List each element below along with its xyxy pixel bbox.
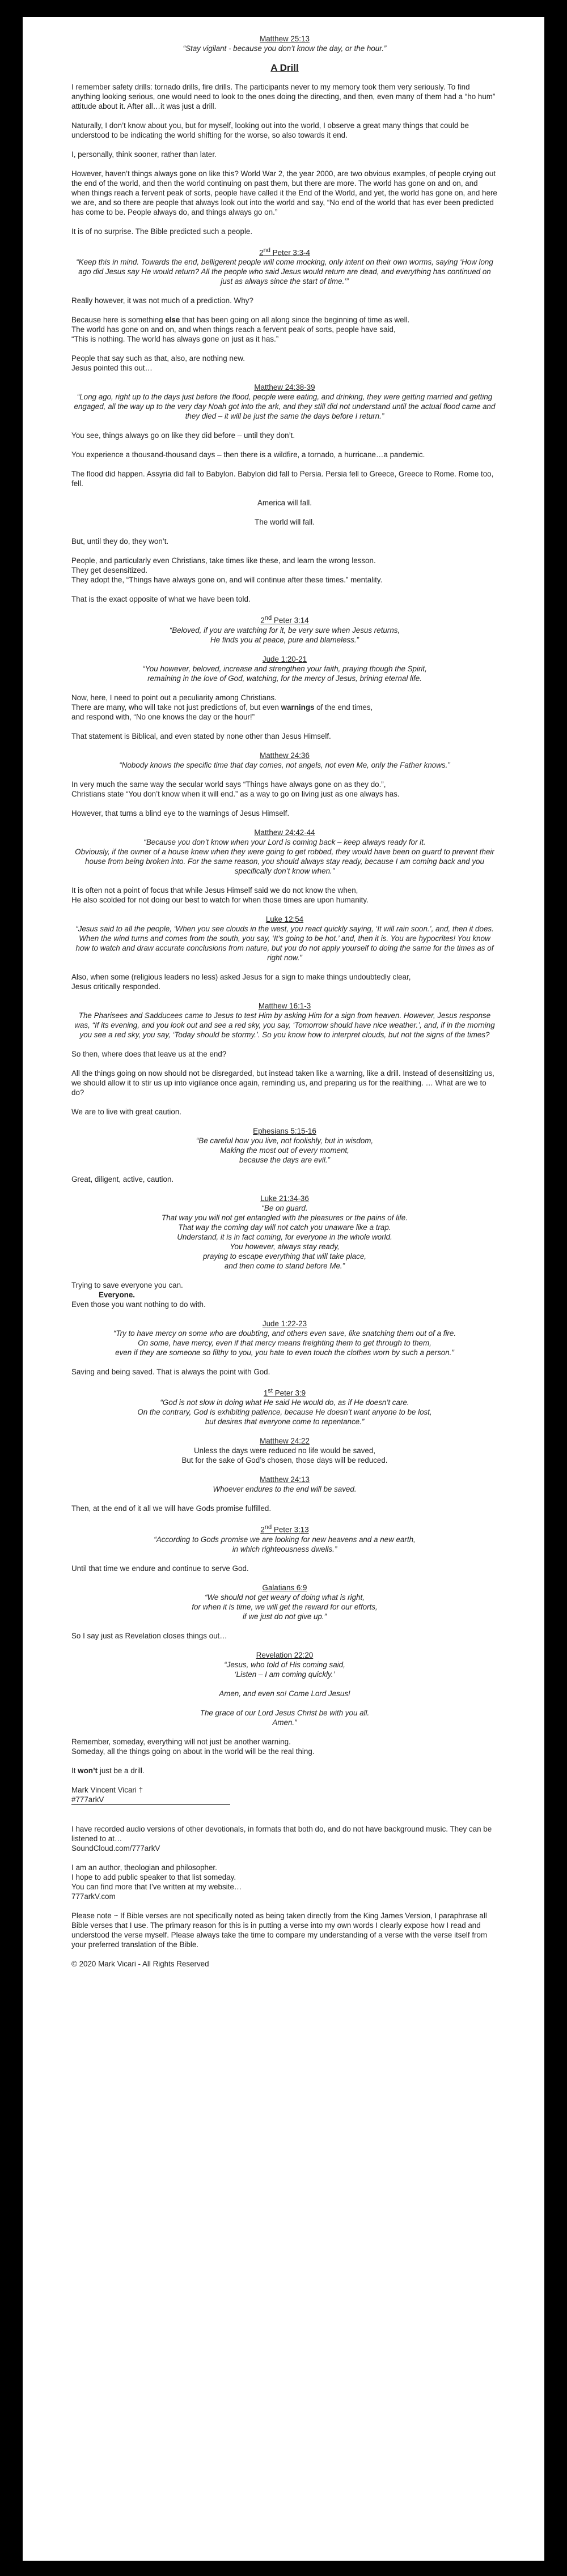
spacer bbox=[71, 799, 498, 808]
paragraph: I hope to add public speaker to that list someday. bbox=[71, 1872, 236, 1881]
spacer bbox=[71, 236, 498, 246]
spacer bbox=[71, 1059, 498, 1068]
reference-text: Luke 12:54 bbox=[265, 914, 304, 923]
spacer bbox=[71, 546, 498, 556]
scripture-reference bbox=[71, 614, 498, 625]
paragraph: 777arkV.com bbox=[71, 1892, 116, 1901]
spacer bbox=[71, 1621, 498, 1631]
paragraph: Jesus critically responded. bbox=[71, 982, 161, 991]
paragraph: © 2020 Mark Vicari - All Rights Reserved bbox=[71, 1959, 209, 1968]
scripture-quote: “Be on guard. bbox=[261, 1203, 308, 1212]
paragraph: So then, where does that leave us at the end? bbox=[71, 1049, 227, 1058]
text-run: just be a drill. bbox=[98, 1766, 145, 1775]
reference-text: Jude 1:20-21 bbox=[262, 654, 307, 663]
ordinal-suffix: nd bbox=[264, 615, 272, 622]
scripture-quote: in which righteousness dwells.” bbox=[232, 1544, 337, 1553]
paragraph: You experience a thousand-thousand days – then there is a wildfire, a tornado, a hurricane…a pandemic. bbox=[71, 450, 425, 459]
spacer bbox=[71, 683, 498, 693]
spacer bbox=[71, 1465, 498, 1475]
scripture-reference bbox=[71, 1126, 498, 1136]
spacer bbox=[71, 1698, 498, 1708]
paragraph: Someday, all the things going on about in the world will be the real thing. bbox=[71, 1747, 315, 1756]
spacer bbox=[71, 53, 498, 63]
scripture-quote: “Long ago, right up to the days just before the flood, people were eating, and drinking, they were getting married and getting engaged, all the way up to the very day Noah got into the ark, and they still did not understand until the actual flood came and they died – it will be just the same the days before I return.” bbox=[74, 393, 496, 421]
paragraph: That is the exact opposite of what we have been told. bbox=[71, 595, 251, 604]
scripture-reference bbox=[71, 34, 498, 44]
scripture-reference bbox=[71, 1523, 498, 1534]
spacer bbox=[71, 963, 498, 972]
spacer bbox=[71, 1040, 498, 1049]
scripture-quote: He finds you at peace, pure and blameless.” bbox=[210, 635, 359, 644]
centered-line: Unless the days were reduced no life would be saved, bbox=[193, 1446, 376, 1455]
scripture-quote: Understand, it is in fact coming, for everyone in the whole world. bbox=[177, 1232, 392, 1241]
paragraph: However, haven’t things always gone on like this? World War 2, the year 2000, are two obvious examples, of people crying out the end of the world, and then the world continuing on past them, but there are more. The world has gone on and on, and when things reach a fervent peak of sorts, people have called it the End of the World, and yet, the world has gone on, and here we are, and so there are people that always look out into the world and say, “No end of the world that has ever been predicted has come to be. People always do, and things always go on.” bbox=[71, 169, 497, 216]
spacer bbox=[71, 305, 498, 315]
reference-text: Matthew 24:36 bbox=[260, 751, 310, 760]
spacer bbox=[71, 1309, 498, 1319]
ordinal-suffix: nd bbox=[263, 247, 270, 254]
scripture-quote: “According to Gods promise we are looking for new heavens and a new earth, bbox=[154, 1535, 416, 1544]
paragraph: All the things going on now should not be disregarded, but instead taken like a warning, like a drill. Instead of desensitizing us, we should allow it to stir us up into vigilance once again, reminding us, and preparing us for the realthing. … What are we to do? bbox=[71, 1068, 494, 1097]
paragraph: That statement is Biblical, and even stated by none other than Jesus Himself. bbox=[71, 731, 331, 740]
scripture-quote: “Stay vigilant - because you don’t know the day, or the hour.” bbox=[183, 44, 387, 53]
paragraph: Even those you want nothing to do with. bbox=[71, 1300, 206, 1309]
scripture-reference bbox=[71, 1319, 498, 1329]
spacer bbox=[71, 508, 498, 517]
scripture-quote: ‘Listen – I am coming quickly.’ bbox=[234, 1670, 335, 1679]
centered-line: The world will fall. bbox=[255, 518, 315, 527]
paragraph: Mark Vincent Vicari † bbox=[71, 1785, 143, 1794]
spacer bbox=[71, 217, 498, 227]
spacer bbox=[71, 1641, 498, 1650]
reference-text: Matthew 25:13 bbox=[260, 35, 310, 43]
paragraph: “This is nothing. The world has always gone on just as it has.” bbox=[71, 335, 279, 344]
paragraph: Trying to save everyone you can. bbox=[71, 1280, 183, 1289]
spacer bbox=[71, 421, 498, 431]
spacer bbox=[71, 1679, 498, 1689]
paragraph: You can find more that I’ve written at my website… bbox=[71, 1882, 242, 1891]
spacer bbox=[71, 645, 498, 654]
paragraph: You see, things always go on like they did before – until they don’t. bbox=[71, 431, 295, 440]
scripture-quote: Amen, and even so! Come Lord Jesus! bbox=[219, 1689, 350, 1698]
paragraph: I am an author, theologian and philosopher. bbox=[71, 1863, 217, 1872]
reference-text: Ephesians 5:15-16 bbox=[253, 1126, 316, 1135]
scripture-quote: “Jesus said to all the people, ‘When you see clouds in the west, you react quickly saying, ‘It will rain soon.’, and, then it does. When the wind turns and comes from the south, you say, ‘It’s going to be hot.’ and, then it is. You are hypocrites! You know how to watch and draw accurate conclusions from nature, but you do not apply yourself to doing the same for the times as of right now.” bbox=[75, 924, 494, 962]
scripture-quote: Making the most out of every moment, bbox=[220, 1146, 349, 1155]
scripture-quote: praying to escape everything that will take place, bbox=[202, 1251, 367, 1261]
scripture-reference bbox=[71, 1583, 498, 1593]
scripture-reference bbox=[71, 751, 498, 760]
paragraph: It is of no surprise. The Bible predicted such a people. bbox=[71, 227, 253, 236]
scripture-quote: “God is not slow in doing what He said He would do, as if He doesn’t care. bbox=[160, 1398, 409, 1407]
scripture-quote: remaining in the love of God, watching, for the mercy of Jesus, brining eternal life. bbox=[147, 674, 422, 683]
scripture-quote: because the days are evil.” bbox=[239, 1155, 331, 1164]
scripture-quote: “Because you don’t know when your Lord is coming back – keep always ready for it. bbox=[143, 837, 426, 846]
reference-text: Jude 1:22-23 bbox=[262, 1319, 307, 1328]
spacer bbox=[71, 1573, 498, 1583]
text-run: It bbox=[71, 1766, 78, 1775]
paragraph: People that say such as that, also, are nothing new. bbox=[71, 354, 245, 363]
paragraph: Really however, it was not much of a prediction. Why? bbox=[71, 296, 253, 305]
spacer bbox=[71, 1554, 498, 1564]
spacer bbox=[71, 1513, 498, 1523]
scripture-quote: “Beloved, if you are watching for it, be very sure when Jesus returns, bbox=[169, 625, 400, 635]
spacer bbox=[71, 1357, 498, 1367]
paragraph: and respond with, “No one knows the day or the hour!” bbox=[71, 712, 255, 721]
reference-text: Peter 3:9 bbox=[273, 1389, 306, 1398]
scripture-quote: “Keep this in mind. Towards the end, belligerent people will come mocking, only intent on their own worms, saying ‘How long ago did Jesus say He would return? All the people who said Jesus would return are dead, and everything has continued on just as always since the start of time.’” bbox=[76, 258, 493, 286]
reference-text: Matthew 24:42-44 bbox=[254, 828, 315, 837]
paragraph: I, personally, think sooner, rather than later. bbox=[71, 150, 217, 159]
scripture-quote: That way you will not get entangled with the pleasures or the pains of life. bbox=[162, 1213, 408, 1222]
paragraph: They get desensitized. bbox=[71, 566, 147, 575]
spacer bbox=[71, 604, 498, 614]
paragraph: Naturally, I don’t know about you, but for myself, looking out into the world, I observe a great many things that could be understood to be indicating the world shifting for the worse, so also towards it end. bbox=[71, 121, 469, 139]
text-run: There are many, who will take not just predictions of, but even bbox=[71, 702, 281, 712]
scripture-quote: for when it is time, we will get the reward for our efforts, bbox=[192, 1602, 378, 1611]
document-body bbox=[71, 34, 498, 1969]
spacer bbox=[71, 1775, 498, 1785]
centered-line: America will fall. bbox=[257, 499, 312, 508]
spacer bbox=[71, 373, 498, 382]
spacer bbox=[71, 1494, 498, 1504]
scripture-quote: “Try to have mercy on some who are doubting, and others even save, like snatching them out of a fire. bbox=[113, 1329, 456, 1338]
book-number: 2 bbox=[260, 616, 265, 625]
scripture-quote: and then come to stand before Me.” bbox=[224, 1261, 345, 1270]
spacer bbox=[71, 159, 498, 169]
spacer bbox=[71, 1184, 498, 1194]
scripture-quote: On some, have mercy, even if that mercy means freighting them to get through to them, bbox=[138, 1338, 431, 1347]
reference-text: Matthew 24:22 bbox=[260, 1437, 310, 1446]
spacer bbox=[71, 741, 498, 751]
spacer bbox=[71, 722, 498, 731]
book-number: 2 bbox=[260, 1525, 265, 1534]
reference-text: Matthew 24:13 bbox=[260, 1475, 310, 1484]
paragraph: But, until they do, they won’t. bbox=[71, 537, 169, 546]
spacer bbox=[71, 527, 498, 537]
paragraph: So I say just as Revelation closes things out… bbox=[71, 1631, 227, 1640]
scripture-quote: “Nobody knows the specific time that day comes, not angels, not even Me, only the Father knows.” bbox=[119, 760, 450, 769]
scripture-quote: The Pharisees and Sadducees came to Jesus to test Him by asking Him for a sign from heaven. However, Jesus response was, “If its evening, and you look out and see a red sky, you say, ‘Tomorrow should have nice weather.’, and, if in the morning you see a red sky, you say, ‘Today should be stormy.’. So you know how to interpret clouds, but not the signs of the times? bbox=[74, 1011, 495, 1039]
spacer bbox=[71, 818, 498, 828]
book-number: 1 bbox=[263, 1389, 268, 1398]
paragraph: In very much the same way the secular world says “Things have always gone on as they do.”, bbox=[71, 780, 386, 789]
scripture-quote: You however, always stay ready, bbox=[230, 1242, 340, 1251]
paragraph bbox=[71, 315, 498, 325]
spacer bbox=[71, 111, 498, 121]
document-page bbox=[23, 17, 544, 2561]
paragraph bbox=[71, 1766, 498, 1775]
spacer bbox=[71, 770, 498, 780]
paragraph: He also scolded for not doing our best to watch for when those times are upon humanity. bbox=[71, 895, 369, 904]
spacer bbox=[71, 1165, 498, 1174]
paragraph: Great, diligent, active, caution. bbox=[71, 1174, 174, 1183]
emphasis-text: warnings bbox=[281, 702, 315, 712]
scripture-reference bbox=[71, 1386, 498, 1398]
scripture-quote: The grace of our Lord Jesus Christ be with you all. bbox=[200, 1708, 370, 1717]
paragraph: We are to live with great caution. bbox=[71, 1107, 182, 1116]
emphasis-text: won’t bbox=[78, 1766, 98, 1775]
reference-text: Peter 3:13 bbox=[272, 1525, 309, 1534]
spacer bbox=[71, 905, 498, 914]
scripture-reference bbox=[71, 914, 498, 924]
spacer bbox=[71, 459, 498, 469]
scripture-reference bbox=[71, 246, 498, 257]
spacer bbox=[71, 1853, 498, 1863]
reference-text: Matthew 24:38-39 bbox=[254, 383, 315, 392]
emphasis-text: else bbox=[165, 316, 180, 325]
scripture-quote: but desires that everyone come to repentance.” bbox=[205, 1417, 365, 1427]
spacer bbox=[71, 1271, 498, 1280]
paragraph: Now, here, I need to point out a peculiarity among Christians. bbox=[71, 693, 277, 702]
spacer bbox=[71, 1949, 498, 1959]
paragraph: Then, at the end of it all we will have Gods promise fulfilled. bbox=[71, 1504, 272, 1513]
scripture-quote: Obviously, if the owner of a house knew when they were going to get robbed, they would have been on guard to prevent their house from being broken into. For the same reason, you should always stay ready, because I am coming back and you specifically don’t know when.” bbox=[75, 847, 494, 875]
spacer bbox=[71, 488, 498, 498]
paragraph: #777arkV bbox=[71, 1795, 104, 1804]
scripture-quote: Amen.” bbox=[272, 1718, 297, 1727]
reference-text: Matthew 16:1-3 bbox=[258, 1001, 311, 1010]
ordinal-suffix: nd bbox=[264, 1524, 272, 1531]
spacer bbox=[71, 1117, 498, 1126]
reference-text: Revelation 22:20 bbox=[256, 1650, 314, 1659]
scripture-reference bbox=[71, 1650, 498, 1660]
reference-text: Peter 3:3-4 bbox=[270, 248, 310, 257]
spacer bbox=[71, 1815, 498, 1824]
paragraph: Remember, someday, everything will not just be another warning. bbox=[71, 1737, 291, 1746]
spacer bbox=[71, 73, 498, 82]
paragraph: I have recorded audio versions of other devotionals, in formats that both do, and do not have background music. They can be listened to at… bbox=[71, 1824, 492, 1843]
scripture-reference bbox=[71, 1436, 498, 1446]
spacer bbox=[71, 140, 498, 150]
paragraph: Christians state “You don’t know when it will end.” as a way to go on living just as one always has. bbox=[71, 789, 400, 798]
scripture-quote: On the contrary, God is exhibiting patience, because He doesn’t want anyone to be lost, bbox=[137, 1408, 432, 1417]
paragraph: SoundCloud.com/777arkV bbox=[71, 1843, 160, 1853]
ordinal-suffix: st bbox=[268, 1387, 273, 1394]
page-title: A Drill bbox=[270, 62, 299, 73]
scripture-reference bbox=[71, 1001, 498, 1011]
spacer bbox=[71, 1805, 498, 1815]
paragraph: Until that time we endure and continue to serve God. bbox=[71, 1564, 249, 1573]
scripture-quote: Whoever endures to the end will be saved. bbox=[213, 1485, 357, 1494]
paragraph: Please note ~ If Bible verses are not specifically noted as being taken directly from the King James Version, I paraphrase all Bible verses that I use. The primary reason for this is in putting a verse into my own words I clearly expose how I read and understood the verse myself. Please always take the time to compare my understanding of a verse with the verse itself from your preferred translation of the Bible. bbox=[71, 1911, 488, 1949]
scripture-quote: “Be careful how you live, not foolishly, but in wisdom, bbox=[196, 1136, 374, 1145]
spacer bbox=[71, 1377, 498, 1386]
spacer bbox=[71, 585, 498, 594]
scripture-reference bbox=[71, 1475, 498, 1484]
paragraph: Also, when some (religious leaders no less) asked Jesus for a sign to make things undoubtedly clear, bbox=[71, 972, 411, 981]
reference-text: Luke 21:34-36 bbox=[260, 1194, 309, 1203]
spacer bbox=[71, 286, 498, 296]
paragraph: However, that turns a blind eye to the warnings of Jesus Himself. bbox=[71, 808, 290, 817]
centered-line: But for the sake of God’s chosen, those days will be reduced. bbox=[181, 1456, 388, 1465]
paragraph: Jesus pointed this out… bbox=[71, 364, 153, 373]
book-number: 2 bbox=[259, 248, 264, 257]
scripture-quote: “Jesus, who told of His coming said, bbox=[224, 1660, 345, 1669]
reference-text: Galatians 6:9 bbox=[262, 1583, 307, 1592]
scripture-quote: even if they are someone so filthy to you, you hate to even touch the clothes worn by such a person.” bbox=[115, 1348, 454, 1357]
spacer bbox=[71, 344, 498, 354]
paragraph: It is often not a point of focus that while Jesus Himself said we do not know the when, bbox=[71, 885, 358, 895]
reference-text: Peter 3:14 bbox=[272, 616, 309, 625]
scripture-quote: “You however, beloved, increase and strengthen your faith, praying though the Spirit, bbox=[142, 664, 427, 673]
paragraph: The world has gone on and on, and when things reach a fervent peak of sorts, people have said, bbox=[71, 325, 396, 334]
spacer bbox=[71, 440, 498, 450]
scripture-reference bbox=[71, 654, 498, 664]
text-run: of the end times, bbox=[314, 702, 373, 712]
paragraph: They adopt the, “Things have always gone on, and will continue after these times.” mentality. bbox=[71, 576, 383, 585]
scripture-quote: “We should not get weary of doing what is right, bbox=[205, 1593, 365, 1602]
text-run: Because here is something bbox=[71, 316, 166, 325]
paragraph: Saving and being saved. That is always the point with God. bbox=[71, 1367, 270, 1376]
spacer bbox=[71, 991, 498, 1001]
spacer bbox=[71, 1427, 498, 1436]
scripture-quote: That way the coming day will not catch you unaware like a trap. bbox=[178, 1223, 391, 1232]
scripture-quote: if we just do not give up.” bbox=[242, 1612, 327, 1621]
paragraph bbox=[71, 1290, 498, 1300]
spacer bbox=[71, 1756, 498, 1766]
spacer bbox=[71, 1097, 498, 1107]
scripture-reference bbox=[71, 828, 498, 837]
paragraph: The flood did happen. Assyria did fall to Babylon. Babylon did fall to Persia. Persia fell to Greece, Greece to Rome. Rome too, fell. bbox=[71, 470, 494, 488]
spacer bbox=[71, 1727, 498, 1737]
spacer bbox=[71, 876, 498, 885]
spacer bbox=[71, 1901, 498, 1911]
paragraph bbox=[71, 702, 498, 712]
paragraph: I remember safety drills: tornado drills, fire drills. The participants never to my memory took them very seriously. To find anything looking serious, one would need to look to the ones doing the directing, and then, even many of them had a “ho hum” attitude about it. After all…it was just a drill. bbox=[71, 83, 496, 110]
text-run: that has been going on all along since the beginning of time as well. bbox=[180, 316, 410, 325]
scripture-reference bbox=[71, 382, 498, 392]
emphasis-text: Everyone. bbox=[99, 1290, 136, 1299]
paragraph: People, and particularly even Christians, take times like these, and learn the wrong lesson. bbox=[71, 556, 376, 565]
scripture-reference bbox=[71, 1194, 498, 1203]
